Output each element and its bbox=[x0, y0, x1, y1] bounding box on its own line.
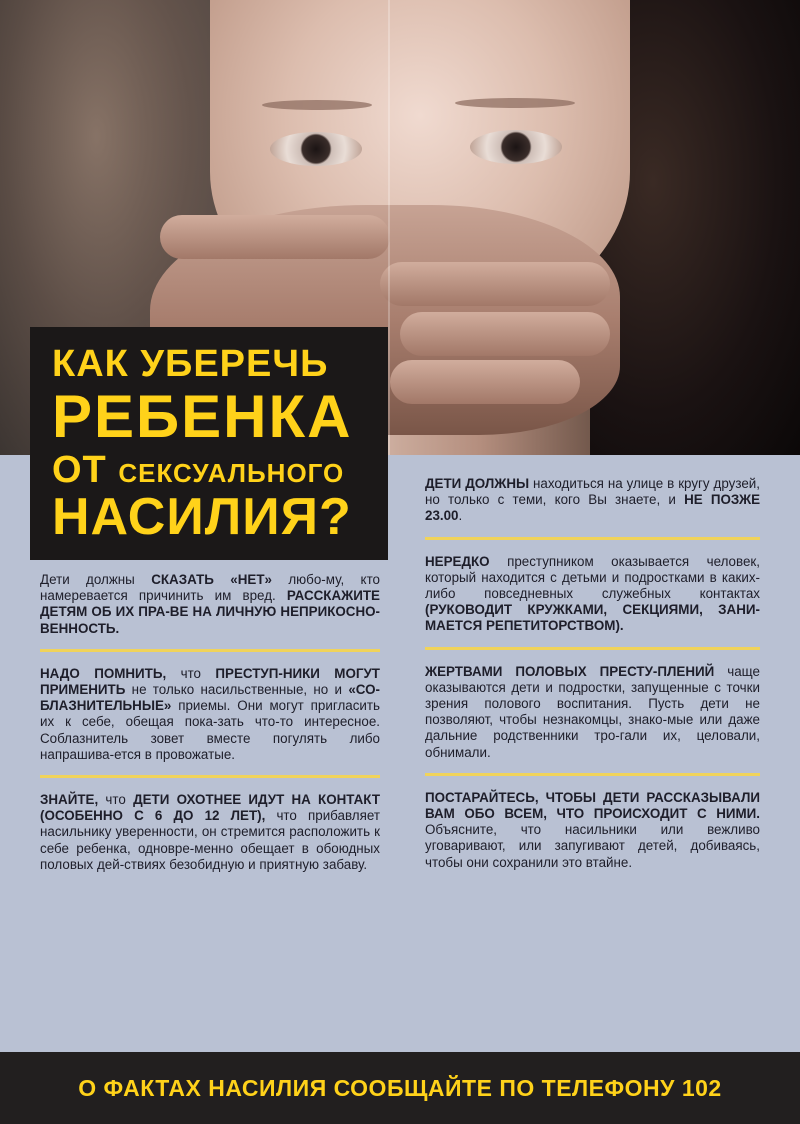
divider bbox=[40, 775, 380, 778]
left-paragraph-3: ЗНАЙТЕ, что ДЕТИ ОХОТНЕЕ ИДУТ НА КОНТАКТ (ОСОБЕННО С 6 ДО 12 ЛЕТ), что прибавляет насильнику уверенности, он стремится расположить к себе ребенка, одновре-менно обещает в обоюдных половых дей-ствиях безобидную и приятную забаву. bbox=[40, 792, 380, 872]
title-line-2: РЕБЕНКА bbox=[52, 383, 353, 450]
title-line-3: ОТ СЕКСУАЛЬНОГО bbox=[52, 449, 345, 491]
title-line-4: НАСИЛИЯ? bbox=[52, 488, 352, 546]
right-paragraph-4: ПОСТАРАЙТЕСЬ, ЧТОБЫ ДЕТИ РАССКАЗЫВАЛИ ВАМ ОБО ВСЕМ, ЧТО ПРОИСХОДИТ С НИМИ. Объясните, что насильники или вежливо уговаривают, или запугивают детей, добиваясь, чтобы они сохранили это втайне. bbox=[425, 789, 760, 870]
hotline-text: О ФАКТАХ НАСИЛИЯ СООБЩАЙТЕ ПО ТЕЛЕФОНУ 102 bbox=[78, 1074, 722, 1101]
divider bbox=[425, 537, 760, 540]
divider bbox=[40, 649, 380, 652]
left-eye bbox=[270, 132, 362, 166]
right-paragraph-1: ДЕТИ ДОЛЖНЫ находиться на улице в кругу друзей, но только с теми, кого Вы знаете, и НЕ ПОЗЖЕ 23.00. bbox=[425, 476, 760, 524]
left-paragraph-1: Дети должны СКАЗАТЬ «НЕТ» любо-му, кто намеревается причинить им вред. РАССКАЖИТЕ ДЕТЯМ ОБ ИХ ПРА-ВЕ НА ЛИЧНУЮ НЕПРИКОСНО-ВЕННОСТЬ. bbox=[40, 572, 380, 636]
divider bbox=[425, 773, 760, 776]
right-column bbox=[425, 476, 760, 871]
right-paragraph-2: НЕРЕДКО преступником оказывается человек, который находится с детьми и подростками в каких-либо повседневных служебных контактах (РУКОВОДИТ КРУЖКАМИ, СЕКЦИЯМИ, ЗАНИ-МАЕТСЯ РЕПЕТИТОРСТВОМ). bbox=[425, 553, 760, 634]
title-line-1: КАК УБЕРЕЧЬ bbox=[52, 343, 329, 385]
left-column bbox=[40, 572, 380, 873]
poster-title bbox=[30, 327, 388, 560]
divider bbox=[425, 647, 760, 650]
footer-bar bbox=[0, 1052, 800, 1124]
left-paragraph-2: НАДО ПОМНИТЬ, что ПРЕСТУП-НИКИ МОГУТ ПРИМЕНИТЬ не только насильственные, но и «СО-БЛАЗНИТЕЛЬНЫЕ» приемы. Они могут пригласить их к себе, обещая пока-зать что-то интересное. Соблазнитель зовет вместе погулять либо напрашива-ется в провожатые. bbox=[40, 665, 380, 762]
right-paragraph-3: ЖЕРТВАМИ ПОЛОВЫХ ПРЕСТУ-ПЛЕНИЙ чаще оказываются дети и подростки, запущенные с точки зрения полового воспитания. Пусть дети не позволяют, чтобы незнакомцы, знако-мые или даже дальние родственники тро-гали их, целовали, обнимали. bbox=[425, 663, 760, 760]
right-eye bbox=[470, 130, 562, 164]
